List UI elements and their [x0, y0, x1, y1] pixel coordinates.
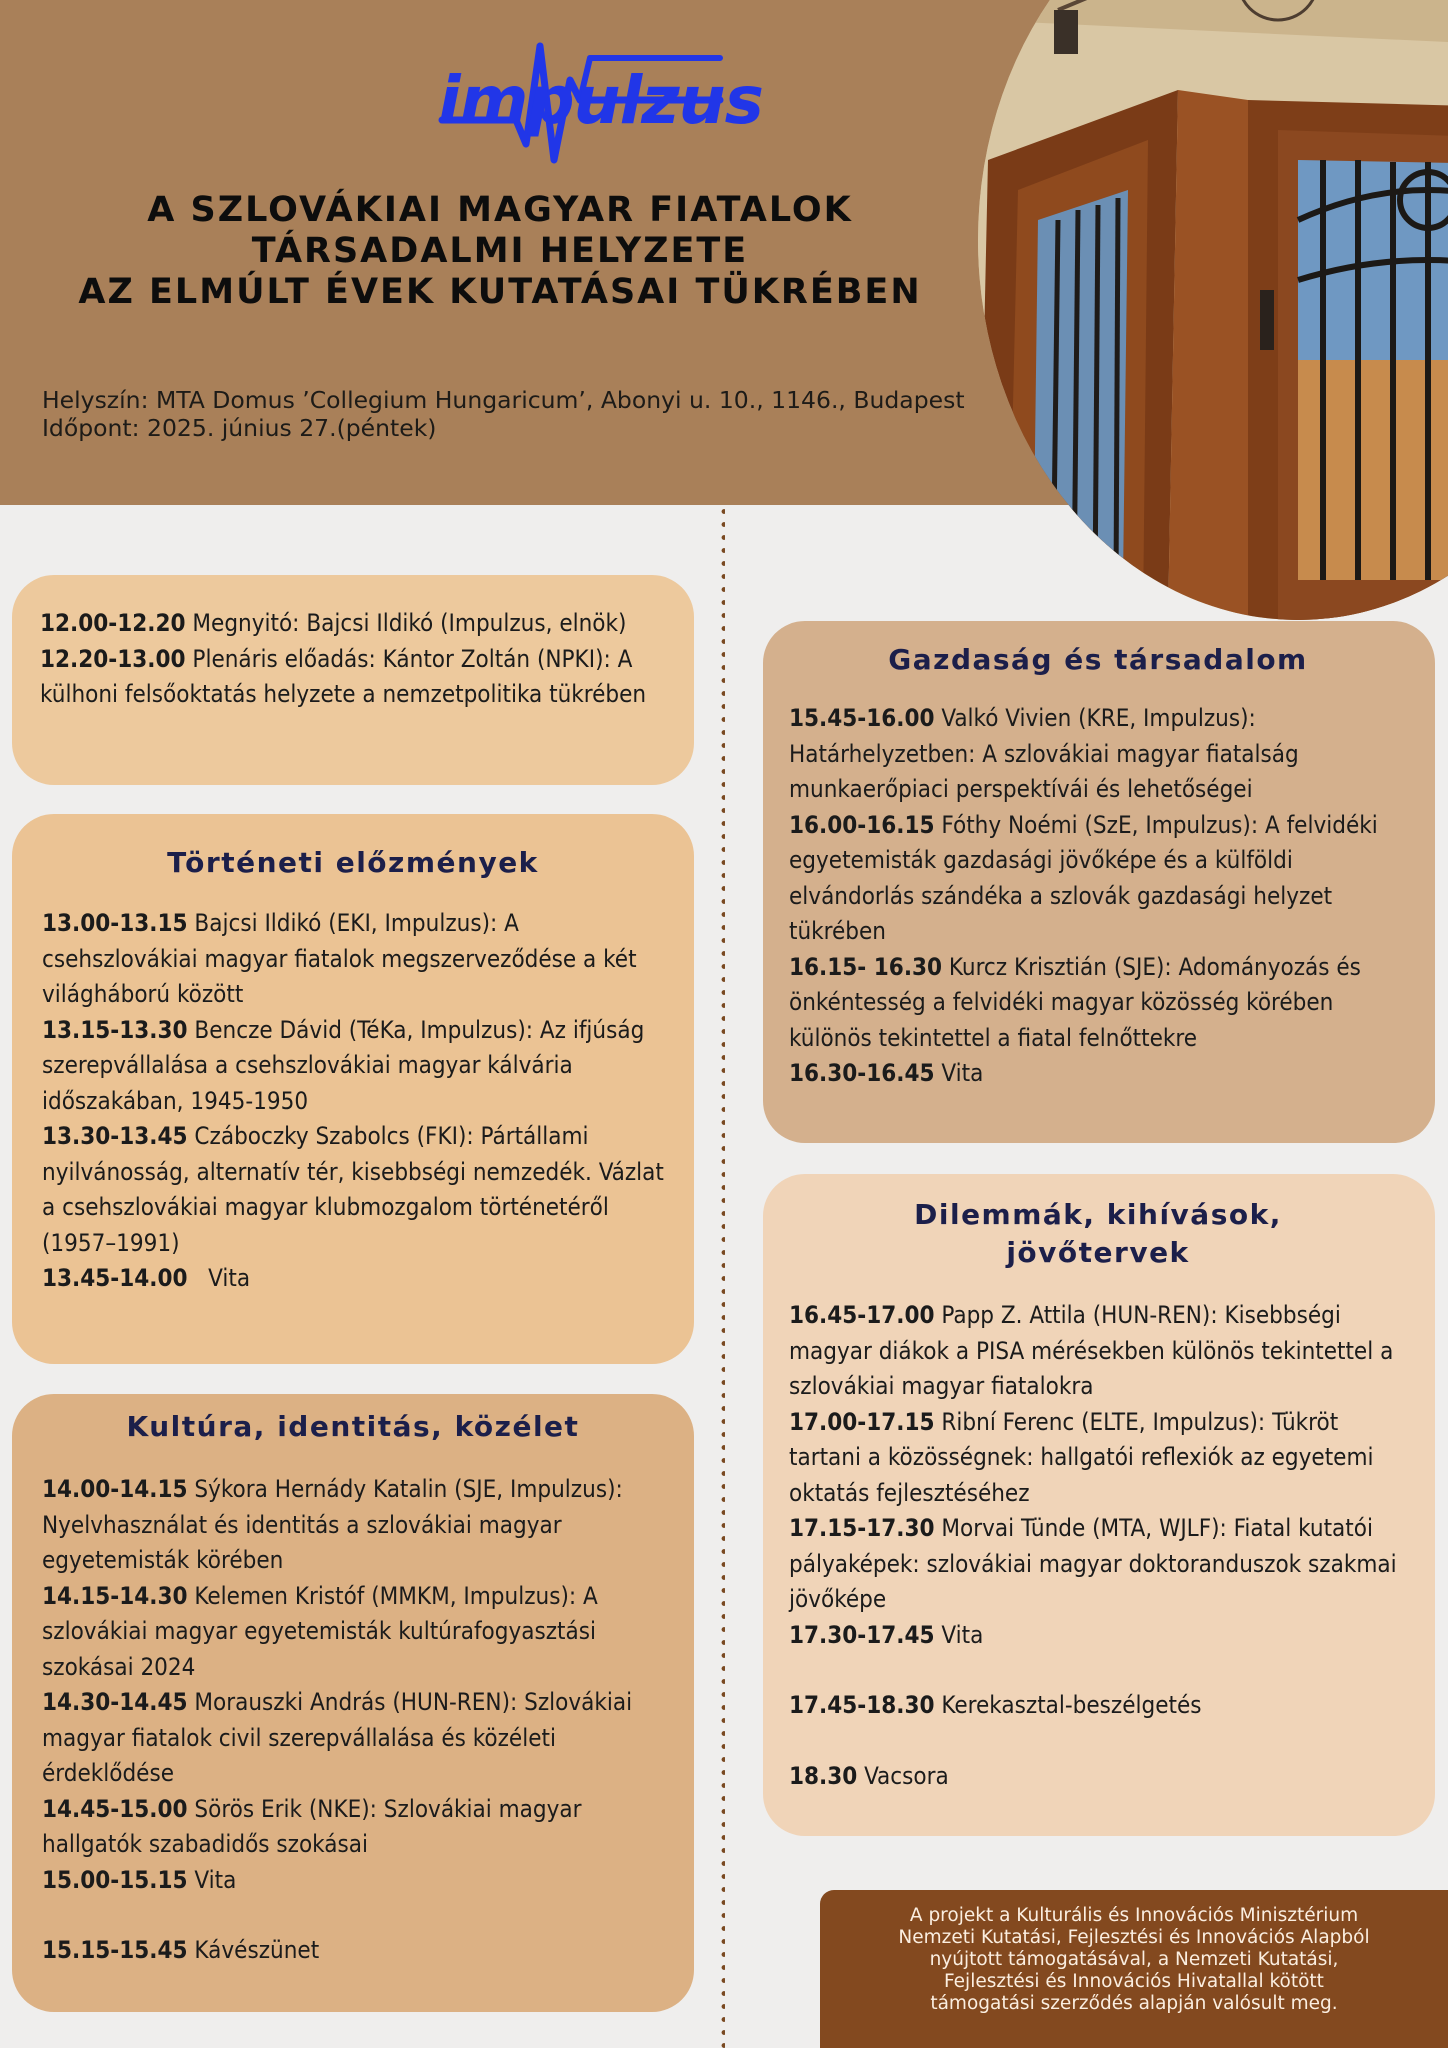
entry-text: Vita	[187, 1865, 237, 1894]
entry-text: Kerekasztal-beszélgetés	[934, 1691, 1202, 1719]
entry-text: Kávészünet	[187, 1936, 320, 1964]
program-entry	[40, 606, 664, 642]
program-entry	[789, 701, 1407, 808]
entry-time: 17.45-18.30	[789, 1691, 935, 1719]
funding-line: támogatási szerződés alapján valósult meg.	[930, 1993, 1338, 2014]
entry-text: Kelemen Kristóf (MMKM, Impulzus): A szlovákiai magyar egyetemisták kultúrafogyasztási szokásai 2024	[42, 1581, 598, 1681]
venue-date: Időpont: 2025. június 27.(péntek)	[42, 414, 437, 442]
entry-time: 15.45-16.00	[789, 704, 935, 732]
entry-text: Vita	[934, 1620, 984, 1649]
venue-info	[42, 386, 972, 442]
section-heading: Történeti előzmények	[167, 846, 539, 879]
venue-location: Helyszín: MTA Domus ’Collegium Hungaricum’, Abonyi u. 10., 1146., Budapest	[42, 386, 965, 414]
entry-time: 16.45-17.00	[789, 1301, 935, 1329]
entry-text: Ribní Ferenc (ELTE, Impulzus): Tükröt tartani a közösségnek: hallgatói reflexiók az egyetemi oktatás fejlesztéséhez	[789, 1407, 1374, 1507]
entry-text: Papp Z. Attila (HUN-REN): Kisebbségi magyar diákok a PISA mérésekben különös tekintettel a szlovákiai magyar fiatalokra	[789, 1301, 1394, 1400]
entry-time: 13.15-13.30	[42, 1015, 188, 1044]
funding-line: Fejlesztési és Innovációs Hivatallal kötött	[944, 1971, 1324, 1992]
entry-text: Fóthy Noémi (SzE, Impulzus): A felvidéki egyetemisták gazdasági jövőképe és a külföldi elvándorlás szándéka a szlovák gazdasági helyzet tükrében	[789, 810, 1378, 945]
culture-card	[12, 1394, 694, 2012]
entry-text: Vacsora	[857, 1761, 949, 1790]
program-entry	[789, 1618, 1407, 1654]
title-line: TÁRSADALMI HELYZETE	[251, 231, 749, 271]
entry-time: 12.00-12.20	[40, 609, 186, 637]
program-entry	[42, 906, 664, 1013]
heading-line: jövőtervek	[1006, 1236, 1190, 1269]
economy-card	[763, 621, 1435, 1143]
program-entry	[789, 808, 1407, 950]
entry-text: Vita	[934, 1059, 984, 1087]
entry-time: 17.30-17.45	[789, 1620, 935, 1649]
entry-time: 13.45-14.00	[42, 1264, 188, 1292]
entry-text: Megnyitó: Bajcsi Ildikó (Impulzus, elnök)	[185, 609, 627, 637]
entry-time: 13.30-13.45	[42, 1122, 188, 1150]
history-card	[12, 814, 694, 1364]
heading-line: Dilemmák, kihívások,	[914, 1198, 1282, 1231]
entry-time: 14.45-15.00	[42, 1794, 188, 1823]
program-entry	[789, 1056, 1407, 1092]
door-photo	[978, 0, 1448, 620]
entry-text: Sörös Erik (NKE): Szlovákiai magyar hallgatók szabadidős szokásai	[42, 1794, 582, 1858]
entry-time: 12.20-13.00	[40, 644, 186, 673]
entry-time: 17.00-17.15	[789, 1407, 935, 1436]
roundtable-entry	[789, 1688, 1407, 1724]
entry-time: 16.30-16.45	[789, 1059, 935, 1087]
opening-card	[12, 575, 694, 785]
entry-text: Morauszki András (HUN-REN): Szlovákiai magyar fiatalok civil szerepvállalása és közéleti érdeklődése	[42, 1688, 633, 1787]
program-entry	[42, 1013, 664, 1120]
entry-text: Sýkora Hernády Katalin (SJE, Impulzus): Nyelvhasználat és identitás a szlovákiai magyar egyetemisták körében	[42, 1475, 623, 1574]
program-entry	[42, 1685, 664, 1792]
entry-text: Bencze Dávid (TéKa, Impulzus): Az ifjúság szerepvállalása a csehszlovákiai magyar kálvária időszakában, 1945-1950	[42, 1015, 645, 1115]
section-heading: Gazdaság és társadalom	[888, 643, 1308, 676]
entry-time: 15.00-15.15	[42, 1865, 188, 1894]
entry-text: Vita	[187, 1264, 251, 1292]
entry-text: Czáboczky Szabolcs (FKI): Pártállami nyilvánosság, alternatív tér, kisebbségi nemzedék. Vázlat a csehszlovákiai magyar klubmozgalom történetéről (1957–1991)	[42, 1122, 664, 1257]
program-entry	[42, 1579, 664, 1686]
section-heading	[789, 1196, 1407, 1272]
entry-time: 14.00-14.15	[42, 1475, 188, 1503]
program-entry	[42, 1863, 664, 1899]
program-entry	[789, 1405, 1407, 1512]
program-entry	[42, 1119, 664, 1261]
funding-line: nyújtott támogatásával, a Nemzeti Kutatási,	[929, 1949, 1339, 1970]
entry-time: 16.00-16.15	[789, 810, 935, 839]
entry-text: Kurcz Krisztián (SJE): Adományozás és önkéntesség a felvidéki magyar közösség körében különös tekintettel a fiatal felnőttekre	[789, 952, 1361, 1052]
section-heading: Kultúra, identitás, közélet	[126, 1410, 580, 1443]
entry-time: 14.30-14.45	[42, 1688, 188, 1716]
program-entry	[789, 1298, 1407, 1405]
funding-line: A projekt a Kulturális és Innovációs Minisztérium	[909, 1905, 1359, 1926]
entry-time: 14.15-14.30	[42, 1581, 188, 1610]
funding-note	[820, 1890, 1448, 2048]
impulzus-logo	[430, 28, 763, 168]
logo-text: impulzus	[438, 62, 763, 139]
title-line: AZ ELMÚLT ÉVEK KUTATÁSAI TÜKRÉBEN	[78, 272, 922, 312]
dinner-entry	[789, 1759, 1407, 1795]
coffee-break-entry	[42, 1933, 664, 1969]
program-entry	[789, 950, 1407, 1057]
entry-text: Bajcsi Ildikó (EKI, Impulzus): A csehszlovákiai magyar fiatalok megszerveződése a két világháború között	[42, 909, 637, 1008]
entry-time: 18.30	[789, 1761, 858, 1790]
entry-text: Morvai Tünde (MTA, WJLF): Fiatal kutatói pályaképek: szlovákiai magyar doktoranduszok szakmai jövőképe	[789, 1514, 1397, 1613]
entry-time: 13.00-13.15	[42, 909, 188, 937]
dilemmas-card	[763, 1174, 1435, 1836]
entry-time: 17.15-17.30	[789, 1514, 935, 1542]
entry-text: Valkó Vivien (KRE, Impulzus): Határhelyzetben: A szlovákiai magyar fiatalság munkaerőpiaci perspektívái és lehetőségei	[789, 704, 1299, 803]
program-entry	[42, 1472, 664, 1579]
entry-text: Plenáris előadás: Kántor Zoltán (NPKI): A külhoni felsőoktatás helyzete a nemzetpolitika tükrében	[40, 644, 647, 708]
dotted-divider	[721, 505, 725, 2048]
event-title	[60, 190, 940, 313]
program-entry	[789, 1511, 1407, 1618]
program-entry	[42, 1792, 664, 1863]
funding-line: Nemzeti Kutatási, Fejlesztési és Innovációs Alapból	[898, 1927, 1370, 1948]
program-entry	[42, 1261, 664, 1297]
title-line: A SZLOVÁKIAI MAGYAR FIATALOK	[147, 190, 853, 230]
entry-time: 15.15-15.45	[42, 1936, 188, 1964]
entry-time: 16.15- 16.30	[789, 952, 943, 981]
program-entry	[40, 642, 664, 713]
